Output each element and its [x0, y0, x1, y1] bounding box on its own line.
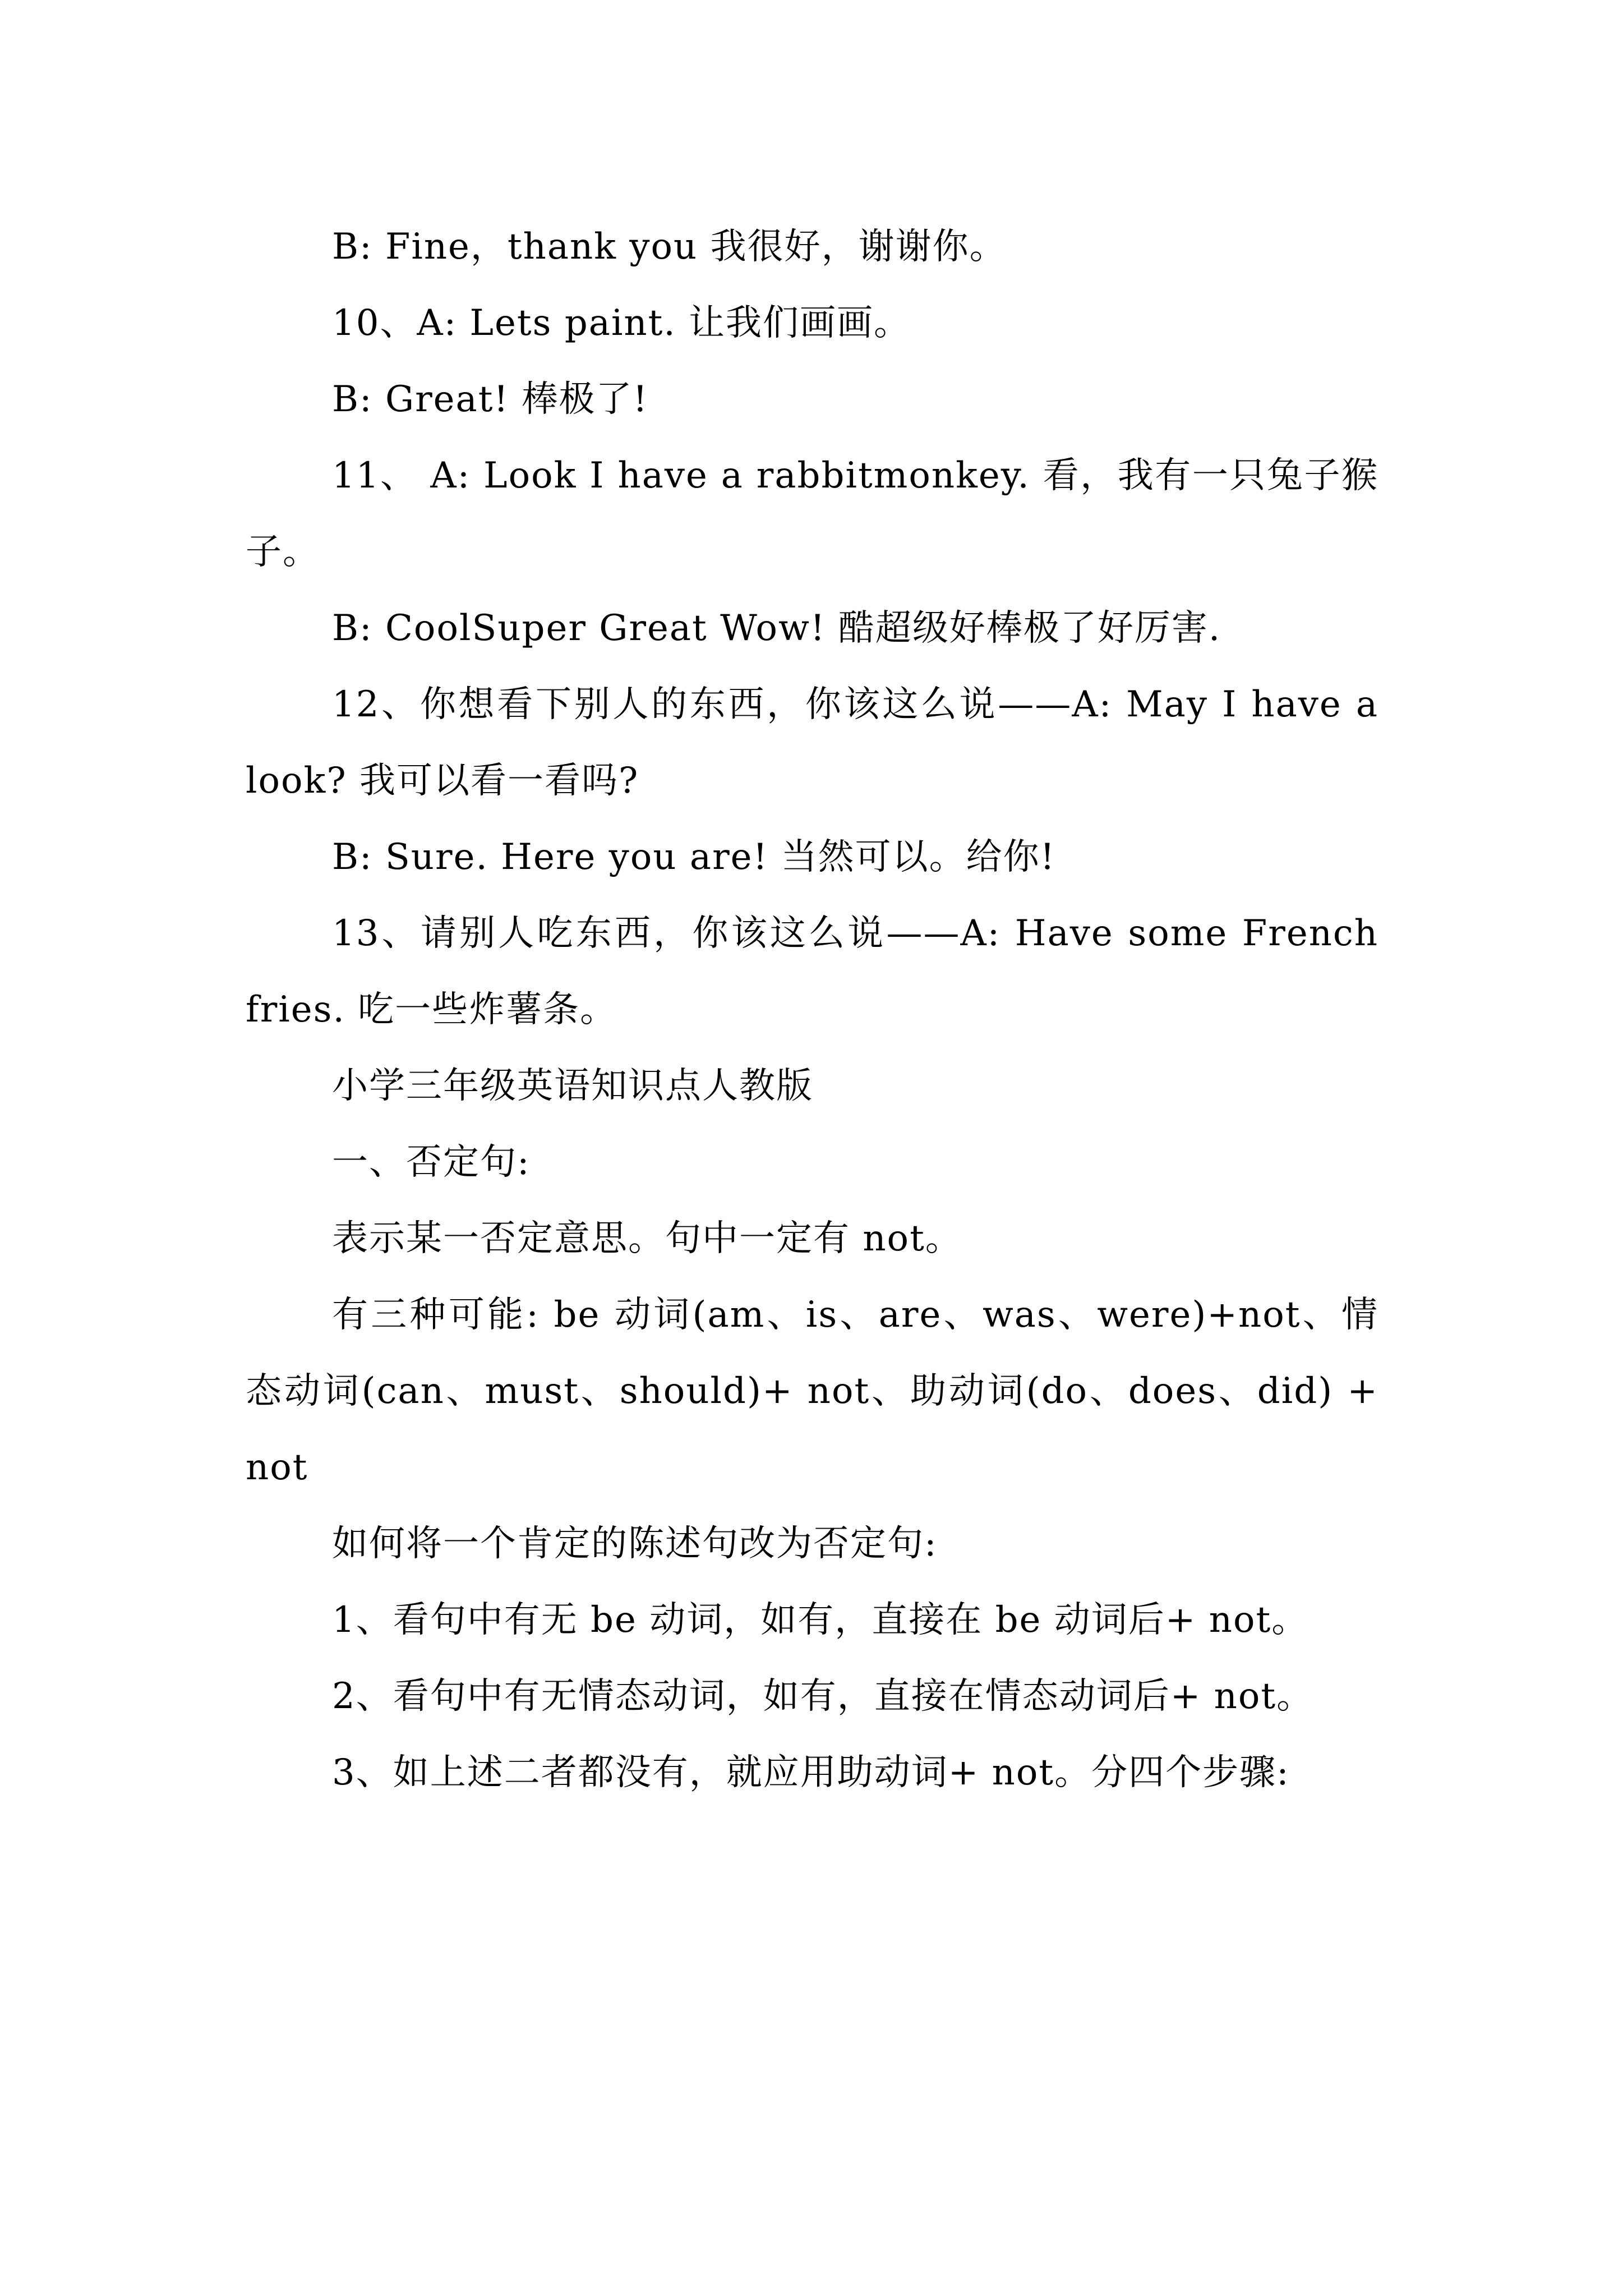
paragraph: 有三种可能: be 动词(am、is、are、was、were)+not、情态动词(can、must、should)+ not、助动词(do、does、did) + not [246, 1294, 1378, 1488]
list-item: 1、看句中有无 be 动词，如有，直接在 be 动词后+ not。 [332, 1599, 1309, 1641]
section-heading: 小学三年级英语知识点人教版 [332, 1065, 813, 1107]
paragraph: 12、你想看下别人的东西，你该这么说——A: May I have a look? 我可以看一看吗? [246, 684, 1378, 802]
paragraph: 11、 A: Look I have a rabbitmonkey. 看，我有一只兔子猴子。 [246, 455, 1378, 573]
document-body [246, 209, 1378, 1811]
paragraph: 表示某一否定意思。句中一定有 not。 [332, 1218, 962, 1259]
subsection-heading: 一、否定句: [332, 1142, 531, 1183]
paragraph: B: Great! 棒极了! [332, 379, 649, 420]
paragraph: B: Sure. Here you are! 当然可以。给你! [332, 836, 1056, 878]
list-item: 3、如上述二者都没有，就应用助动词+ not。分四个步骤: [332, 1752, 1290, 1793]
paragraph: 10、A: Lets paint. 让我们画画。 [332, 302, 911, 344]
paragraph: 13、请别人吃东西，你该这么说——A: Have some French fries. 吃一些炸薯条。 [246, 913, 1378, 1030]
paragraph: B: CoolSuper Great Wow! 酷超级好棒极了好厉害. [332, 608, 1221, 649]
list-item: 2、看句中有无情态动词，如有，直接在情态动词后+ not。 [332, 1676, 1314, 1717]
paragraph: 如何将一个肯定的陈述句改为否定句: [332, 1523, 938, 1565]
paragraph: B: Fine，thank you 我很好，谢谢你。 [332, 226, 1007, 268]
